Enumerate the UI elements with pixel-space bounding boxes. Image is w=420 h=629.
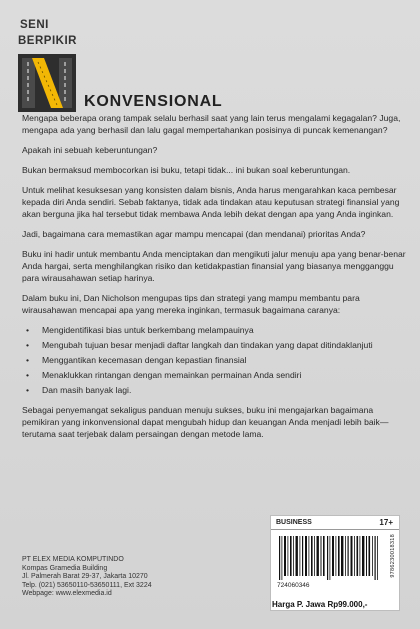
barcode-header <box>271 516 399 530</box>
blurb-paragraph: Dalam buku ini, Dan Nicholson mengupas tips dan strategi yang mampu membantu para wirausahawan mencapai apa yang mereka inginkan, termasuk bagaimana caranya: <box>22 293 360 315</box>
logo-line-seni: SENI <box>20 19 49 31</box>
list-item: • Menggantikan kecemasan dengan kepastian finansial <box>22 354 406 366</box>
blurb-paragraph: Apakah ini sebuah keberuntungan? <box>22 145 158 155</box>
blurb-paragraph: Jadi, bagaimana cara memastikan agar mampu mencapai (dan mendanai) prioritas Anda? <box>22 229 366 239</box>
publisher-building: Kompas Gramedia Building <box>22 564 108 572</box>
publisher-web: Webpage: www.elexmedia.id <box>22 590 112 598</box>
blurb-paragraph: Untuk melihat kesuksesan yang konsisten dalam bisnis, Anda harus mengarahkan kaca pembesar kepada diri Anda sendiri. Sebab faktanya, tidak ada tindakan atau keputusan strategi finansial yang akan berguna jika hal tersebut tidak membawa Anda lebih dekat dengan apa yang Anda inginkan. <box>22 185 400 219</box>
list-item: • Dan masih banyak lagi. <box>22 384 406 396</box>
title-logo <box>18 6 318 114</box>
publisher-address: Jl. Palmerah Barat 29-37, Jakarta 10270 <box>22 573 148 581</box>
price-label: Harga P. Jawa Rp99.000,- <box>272 600 368 609</box>
barcode-label <box>270 515 400 611</box>
publisher-info <box>22 556 152 599</box>
list-item: • Mengidentifikasi bias untuk berkembang melampauinya <box>22 324 406 336</box>
product-code: 724060346 <box>277 582 310 589</box>
category-label: BUSINESS <box>276 519 312 526</box>
publisher-name: PT ELEX MEDIA KOMPUTINDO <box>22 556 124 563</box>
blurb-paragraph: Mengapa beberapa orang tampak selalu berhasil saat yang lain terus mengalami kegagalan? Juga, mengapa ada yang berhasil dan lalu gagal mempertahankan posisinya di puncak kemenangan? <box>22 113 401 135</box>
barcode-icon <box>277 536 385 580</box>
blurb-paragraph: Buku ini hadir untuk membantu Anda menciptakan dan mengikuti jalur menuju apa yang benar-benar Anda hargai, serta menghilangkan risiko dan ketidakpastian finansial yang biasanya mengganggu para wirausahawan setiap harinya. <box>22 249 406 283</box>
blurb-paragraph: Sebagai penyemangat sekaligus panduan menuju sukses, buku ini mengajarkan bagaimana pemikiran yang inkonvensional dapat mengubah hidup dan keuangan Anda menjadi lebih baik—terutama saat terjebak dalam persaingan dengan metode lama. <box>22 405 389 439</box>
logo-line-berpikir: BERPIKIR <box>18 35 77 47</box>
letter-n-logo-icon <box>18 54 76 112</box>
list-item: • Menaklukkan rintangan dengan memainkan permainan Anda sendiri <box>22 369 406 381</box>
tips-list <box>22 324 406 396</box>
list-item: • Mengubah tujuan besar menjadi daftar langkah dan tindakan yang dapat ditindaklanjuti <box>22 339 406 351</box>
age-rating: 17+ <box>379 518 393 527</box>
publisher-phone: Telp. (021) 53650110-53650111, Ext 3224 <box>22 581 152 589</box>
blurb-text <box>22 112 406 448</box>
logo-line-konvensional: KONVENSIONAL <box>84 93 223 110</box>
isbn-number: 9786230018318 <box>390 534 396 578</box>
blurb-paragraph: Bukan bermaksud membocorkan isi buku, tetapi tidak... ini bukan soal keberuntungan. <box>22 165 351 175</box>
